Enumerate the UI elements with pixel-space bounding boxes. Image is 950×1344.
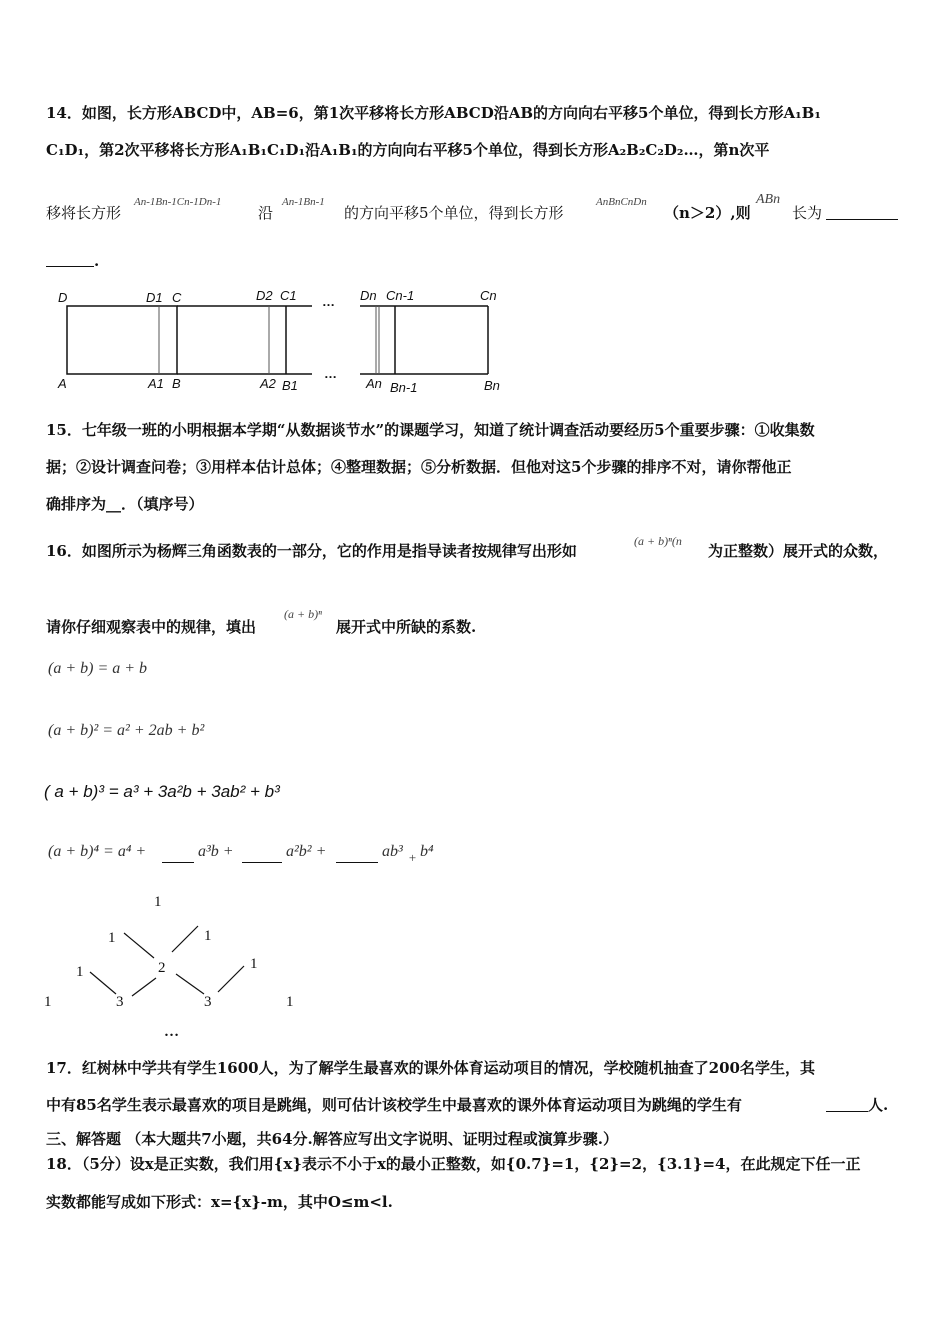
q14-line4-end: . (94, 252, 100, 270)
tri-line-5 (176, 974, 204, 994)
q15-line3: 确排序为__．（填序号） (46, 495, 204, 513)
q14-line1: 14．如图，长方形ABCD中，AB=6，第1次平移将长方形ABCD沿AB的方向向右平移5个单位，得到长方形A₁B₁ (46, 104, 821, 122)
label-Bn1: Bn-1 (390, 380, 418, 395)
label-dots-bottom: … (324, 366, 337, 381)
q16-eq4-f: b⁴ (420, 843, 434, 860)
label-D: D (58, 290, 68, 305)
q14-math-rect-prev: An-1Bn-1Cn-1Dn-1 (134, 196, 222, 208)
q14-math-side-n: ABn (756, 192, 781, 207)
rect-abcd (67, 306, 177, 374)
label-A1: A1 (148, 376, 164, 391)
q14-math-rect-n: AnBnCnDn (596, 196, 647, 208)
q18-line2: 实数都能写成如下形式：x={x}-m，其中O≤m<l. (46, 1193, 393, 1211)
q15-line1: 15．七年级一班的小明根据本学期“从数据谈节水”的课题学习，知道了统计调查活动要经历5个重要步骤：①收集数 (46, 421, 815, 439)
q15-line2: 据；②设计调查问卷；③用样本估计总体；④整理数据；⑤分析数据．但他对这5个步骤的排序不对，请你帮他正 (46, 458, 792, 476)
q16-eq4-c: a²b² + (286, 843, 327, 860)
q17-answer-blank[interactable] (826, 1111, 868, 1112)
tri-r3-2: 2 (158, 960, 166, 976)
label-Bn: Bn (484, 378, 500, 393)
label-A2: A2 (260, 376, 276, 391)
label-B1: B1 (282, 378, 298, 393)
q14-line2: C₁D₁，第2次平移将长方形A₁B₁C₁D₁沿A₁B₁的方向向右平移5个单位，得到长方形A₂B₂C₂D₂…，第n次平 (46, 141, 770, 159)
q16-line2-a: 请你仔细观察表中的规律，填出 (46, 618, 257, 636)
q16-line1-a: 16．如图所示为杨辉三角函数表的一部分，它的作用是指导读者按规律写出形如 (46, 542, 577, 560)
q16-blank-3[interactable] (336, 862, 378, 863)
tri-r4-4: 1 (286, 994, 294, 1010)
q16-math2: (a + b)ⁿ (284, 607, 322, 621)
tri-line-6 (218, 966, 244, 992)
q14-line3-a: 移将长方形 (46, 204, 122, 222)
q14-line3-c: 的方向平移5个单位，得到长方形 (344, 204, 564, 222)
q14-answer-blank-2[interactable] (46, 266, 94, 267)
label-An: An (366, 376, 382, 391)
tri-r3-3: 1 (250, 956, 258, 972)
q16-line2-b: 展开式中所缺的系数. (336, 618, 477, 636)
label-C: C (172, 290, 182, 305)
q16-blank-1[interactable] (162, 862, 194, 863)
tri-line-1 (124, 933, 154, 958)
label-D2: D2 (256, 288, 273, 303)
q17-line2-a: 中有85名学生表示最喜欢的项目是跳绳，则可估计该校学生中最喜欢的课外体育运动项目为跳绳的学生有 (46, 1096, 742, 1114)
label-D1: D1 (146, 290, 163, 305)
q14-line3-b: 沿 (258, 204, 274, 222)
q16-math1: (a + b)ⁿ(n (634, 534, 682, 548)
label-Cn: Cn (480, 288, 497, 303)
tri-r3-1: 1 (76, 964, 84, 980)
q16-eq4-a: (a + b)⁴ = a⁴ + (48, 843, 147, 860)
label-Dn: Dn (360, 288, 377, 303)
q16-blank-2[interactable] (242, 862, 282, 863)
tri-r4-3: 3 (204, 994, 212, 1010)
tri-line-3 (90, 972, 116, 994)
q18-line1: 18．（5分）设x是正实数，我们用{x}表示不小于x的最小正整数，如{0.7}=1，{2}=2，{3.1}=4，在此规定下任一正 (46, 1155, 861, 1173)
label-A: A (58, 376, 67, 391)
label-Cn1: Cn-1 (386, 288, 415, 303)
q14-rectangles-figure (40, 282, 520, 397)
tri-line-2 (172, 926, 198, 952)
section3-title: 三、解答题 （本大题共7小题，共64分.解答应写出文字说明、证明过程或演算步骤.） (46, 1130, 618, 1148)
tri-line-4 (132, 978, 156, 996)
q16-eq3: ( a + b)³ = a³ + 3a²b + 3ab² + b³ (44, 782, 280, 801)
tri-r4-1: 1 (44, 994, 52, 1010)
q14-line3-d: （n＞2）,则 (664, 204, 751, 222)
q16-line1-b: 为正整数）展开式的众数， (708, 542, 889, 560)
tri-dots: … (164, 1024, 179, 1040)
q16-eq4-d: ab³ (382, 843, 403, 860)
q17-line1: 17．红树林中学共有学生1600人，为了解学生最喜欢的课外体育运动项目的情况，学校随机抽查了200名学生，其 (46, 1059, 815, 1077)
tri-r1-1: 1 (154, 894, 162, 910)
q17-line2-b: 人. (868, 1096, 889, 1114)
yanghui-triangle (36, 888, 316, 1048)
q14-line3-e: 长为 (792, 204, 823, 222)
label-C1: C1 (280, 288, 297, 303)
q16-eq1: (a + b) = a + b (48, 660, 148, 677)
q14-math-side-prev: An-1Bn-1 (282, 196, 325, 208)
label-dots-top: … (322, 294, 335, 309)
tri-r2-2: 1 (204, 928, 212, 944)
q14-answer-blank-1[interactable] (826, 219, 898, 220)
q16-eq4-e: + (408, 850, 417, 865)
tri-r4-2: 3 (116, 994, 124, 1010)
label-B: B (172, 376, 181, 391)
q16-eq2: (a + b)² = a² + 2ab + b² (48, 722, 205, 739)
tri-r2-1: 1 (108, 930, 116, 946)
q16-eq4-b: a³b + (198, 843, 234, 860)
